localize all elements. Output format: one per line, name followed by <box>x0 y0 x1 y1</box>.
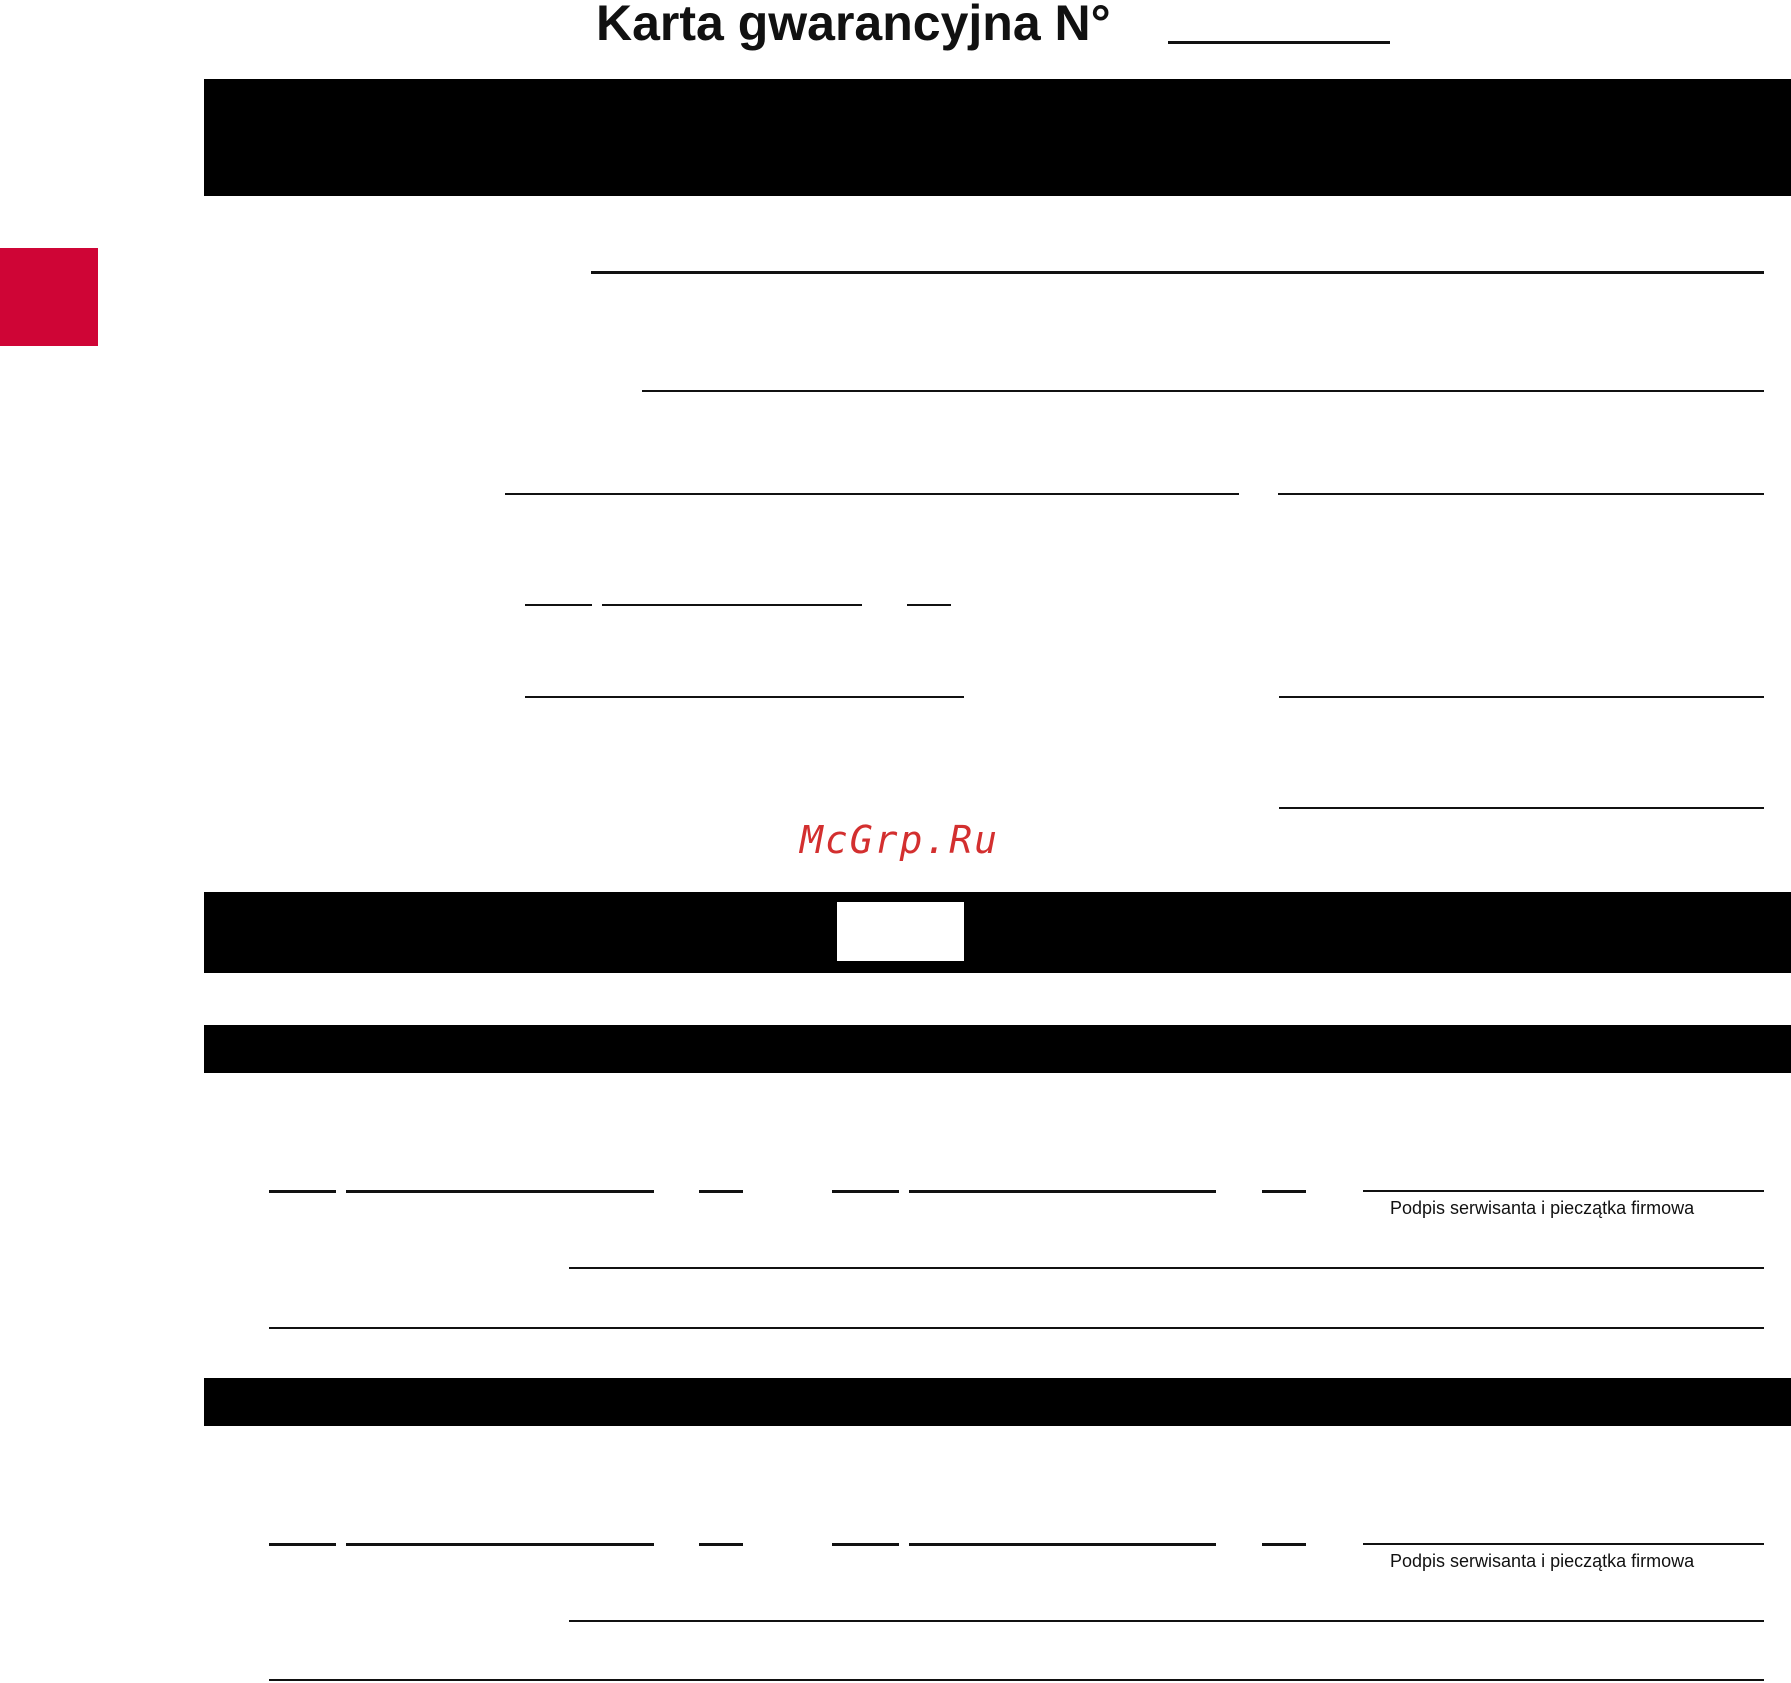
repair-1-in-month[interactable] <box>346 1190 654 1193</box>
sale-date-month[interactable] <box>602 604 862 606</box>
sale-date-year[interactable] <box>907 604 951 606</box>
repair-1-out-month[interactable] <box>909 1190 1216 1193</box>
section-tab-marker <box>0 248 98 346</box>
repair-1-in-year[interactable] <box>699 1190 743 1193</box>
field-line-3a[interactable] <box>505 493 1239 495</box>
repair-2-in-month[interactable] <box>346 1543 654 1546</box>
repair-2-notes-line-2[interactable] <box>269 1679 1764 1681</box>
field-line-3b[interactable] <box>1278 493 1764 495</box>
sale-date-day[interactable] <box>525 604 592 606</box>
field-line-5b[interactable] <box>1279 696 1764 698</box>
repair-1-notes-line-2[interactable] <box>269 1327 1764 1329</box>
field-line-5a[interactable] <box>525 696 964 698</box>
title-text: Karta gwarancyjna N° <box>596 0 1111 51</box>
repair-2-in-day[interactable] <box>269 1543 336 1546</box>
section-bar <box>204 892 1791 973</box>
repair-1-signature-line[interactable] <box>1363 1190 1764 1192</box>
field-line-6[interactable] <box>1279 807 1764 809</box>
repair-2-signature-caption: Podpis serwisanta i pieczątka firmowa <box>1390 1551 1695 1571</box>
repair-1-notes-line-1[interactable] <box>569 1267 1764 1269</box>
repair-1-in-day[interactable] <box>269 1190 336 1193</box>
repair-2-out-day[interactable] <box>832 1543 899 1546</box>
section-bar-box <box>837 902 964 961</box>
header-bar <box>204 79 1791 196</box>
repair-1-out-year[interactable] <box>1262 1190 1306 1193</box>
repair-2-signature-line[interactable] <box>1363 1543 1764 1545</box>
repair-1-signature-caption: Podpis serwisanta i pieczątka firmowa <box>1390 1198 1695 1218</box>
page-title <box>596 0 1111 52</box>
field-line-2[interactable] <box>642 390 1764 392</box>
field-line-1[interactable] <box>591 271 1764 274</box>
repair-2-notes-line-1[interactable] <box>569 1620 1764 1622</box>
repair-2-out-year[interactable] <box>1262 1543 1306 1546</box>
repair-2-in-year[interactable] <box>699 1543 743 1546</box>
repair-1-header-bar <box>204 1025 1791 1073</box>
watermark-text: McGrp.Ru <box>800 818 1000 862</box>
card-number-field[interactable] <box>1168 41 1390 44</box>
repair-2-header-bar <box>204 1378 1791 1426</box>
repair-2-out-month[interactable] <box>909 1543 1216 1546</box>
repair-1-out-day[interactable] <box>832 1190 899 1193</box>
